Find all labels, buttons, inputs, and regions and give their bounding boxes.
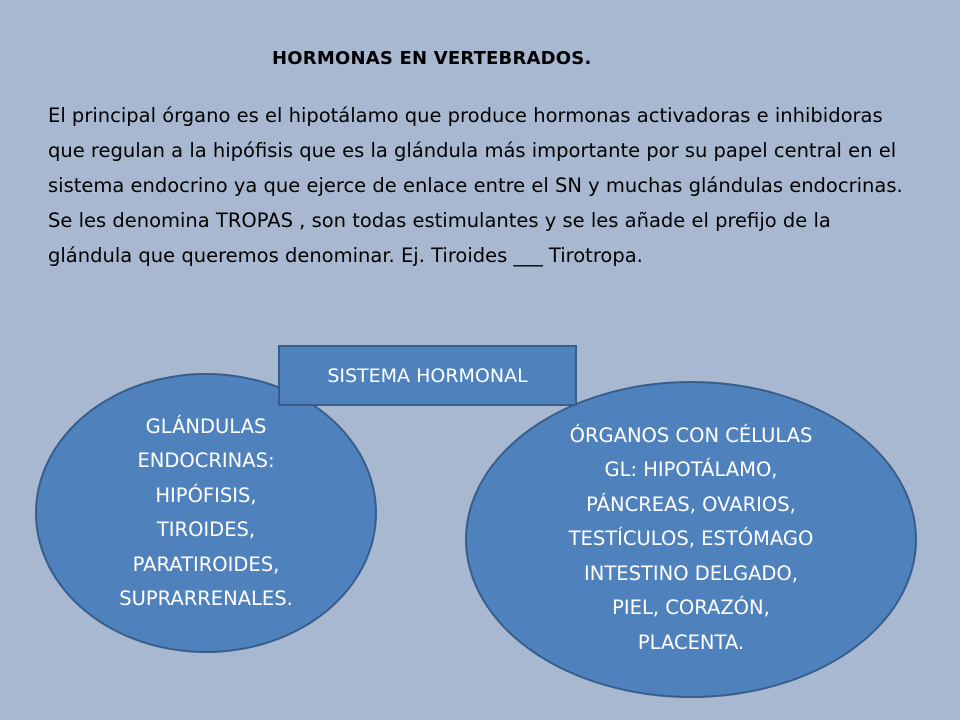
body-text bbox=[48, 98, 916, 273]
ellipse-left-line: HIPÓFISIS, bbox=[155, 483, 257, 507]
ellipse-left-line: GLÁNDULAS bbox=[145, 414, 267, 438]
ellipse-left-line: TIROIDES, bbox=[156, 518, 256, 541]
slide-title: HORMONAS EN VERTEBRADOS. bbox=[272, 48, 592, 69]
ellipse-glandulas-endocrinas bbox=[35, 373, 377, 653]
ellipse-organos-con-celulas bbox=[465, 381, 917, 698]
ellipse-left-line: PARATIROIDES, bbox=[132, 552, 280, 576]
ellipse-right-line: GL: HIPOTÁLAMO, bbox=[604, 458, 778, 482]
paragraph-tropas: Se les denomina TROPAS , son todas estimulantes y se les añade el prefijo de la glándula que queremos denominar. Ej. Tiroides ___ Tirotropa. bbox=[48, 209, 831, 267]
ellipse-left-line: ENDOCRINAS: bbox=[137, 449, 275, 472]
root-box-sistema-hormonal: SISTEMA HORMONAL bbox=[278, 345, 577, 406]
ellipse-right-line: PÁNCREAS, OVARIOS, bbox=[586, 492, 796, 516]
ellipse-right-line: ÓRGANOS CON CÉLULAS bbox=[569, 423, 813, 447]
paragraph-hypothalamus: El principal órgano es el hipotálamo que produce hormonas activadoras e inhibidoras que regulan a la hipófisis que es la glándula más importante por su papel central en el sistema endocrino ya que ejerce de enlace entre el SN y muchas glándulas endocrinas. bbox=[48, 104, 903, 197]
ellipse-right-line: INTESTINO DELGADO, bbox=[584, 561, 798, 585]
ellipse-right-line: PIEL, CORAZÓN, bbox=[612, 596, 770, 620]
ellipse-right-line: TESTÍCULOS, ESTÓMAGO bbox=[568, 527, 814, 551]
ellipse-right-line: PLACENTA. bbox=[637, 630, 745, 654]
ellipse-left-line: SUPRARRENALES. bbox=[119, 587, 293, 610]
